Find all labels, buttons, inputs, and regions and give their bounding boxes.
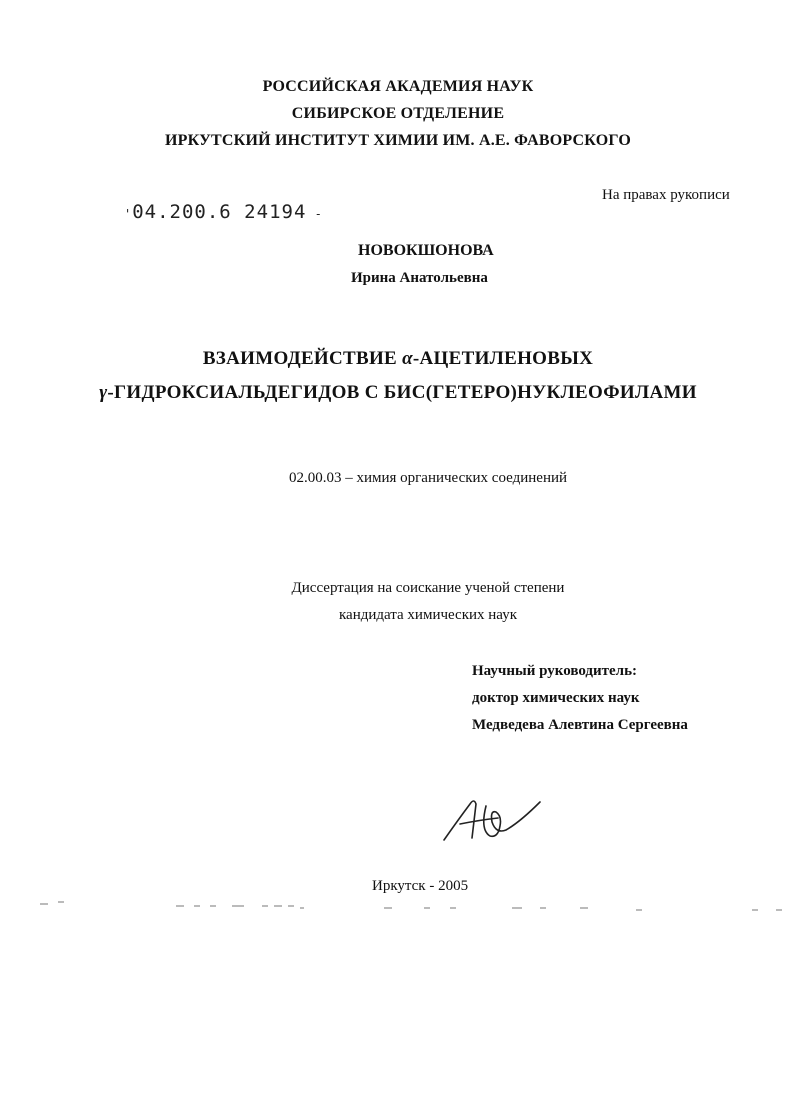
- dissertation-title-line2: [0, 382, 796, 404]
- scan-artifact-dashes: [0, 898, 796, 918]
- supervisor-rank: доктор химических наук: [472, 690, 640, 706]
- supervisor-name: Медведева Алевтина Сергеевна: [472, 717, 688, 733]
- author-surname: НОВОКШОНОВА: [358, 242, 494, 259]
- specialty-code: 02.00.03 – химия органических соединений: [288, 470, 568, 486]
- title-line2-post: -ГИДРОКСИАЛЬДЕГИДОВ С БИС(ГЕТЕРО)НУКЛЕОФИЛАМИ: [107, 382, 697, 403]
- author-given-names: Ирина Анатольевна: [351, 270, 488, 286]
- title-gamma: γ: [99, 382, 108, 403]
- org-line-institute: ИРКУТСКИЙ ИНСТИТУТ ХИМИИ ИМ. А.Е. ФАВОРСКОГО: [165, 132, 631, 149]
- degree-line1: Диссертация на соискание ученой степени: [291, 580, 565, 596]
- archive-stamp-number: '04.200.6 24194 -: [124, 201, 323, 223]
- title-alpha: α: [402, 348, 413, 369]
- title-line1-post: -АЦЕТИЛЕНОВЫХ: [412, 348, 594, 369]
- signature-icon: [440, 790, 550, 850]
- org-line-academy: РОССИЙСКАЯ АКАДЕМИЯ НАУК: [262, 78, 534, 95]
- supervisor-label: Научный руководитель:: [472, 663, 637, 679]
- place-and-year: Иркутск - 2005: [372, 878, 469, 894]
- degree-line2: кандидата химических наук: [338, 607, 517, 623]
- manuscript-rights: На правах рукописи: [602, 187, 730, 203]
- dissertation-title-line1: [0, 348, 796, 370]
- stamp-number-text: 04.200.6 24194: [132, 201, 307, 223]
- org-line-branch: СИБИРСКОЕ ОТДЕЛЕНИЕ: [291, 105, 505, 122]
- title-line1-pre: ВЗАИМОДЕЙСТВИЕ: [202, 348, 403, 369]
